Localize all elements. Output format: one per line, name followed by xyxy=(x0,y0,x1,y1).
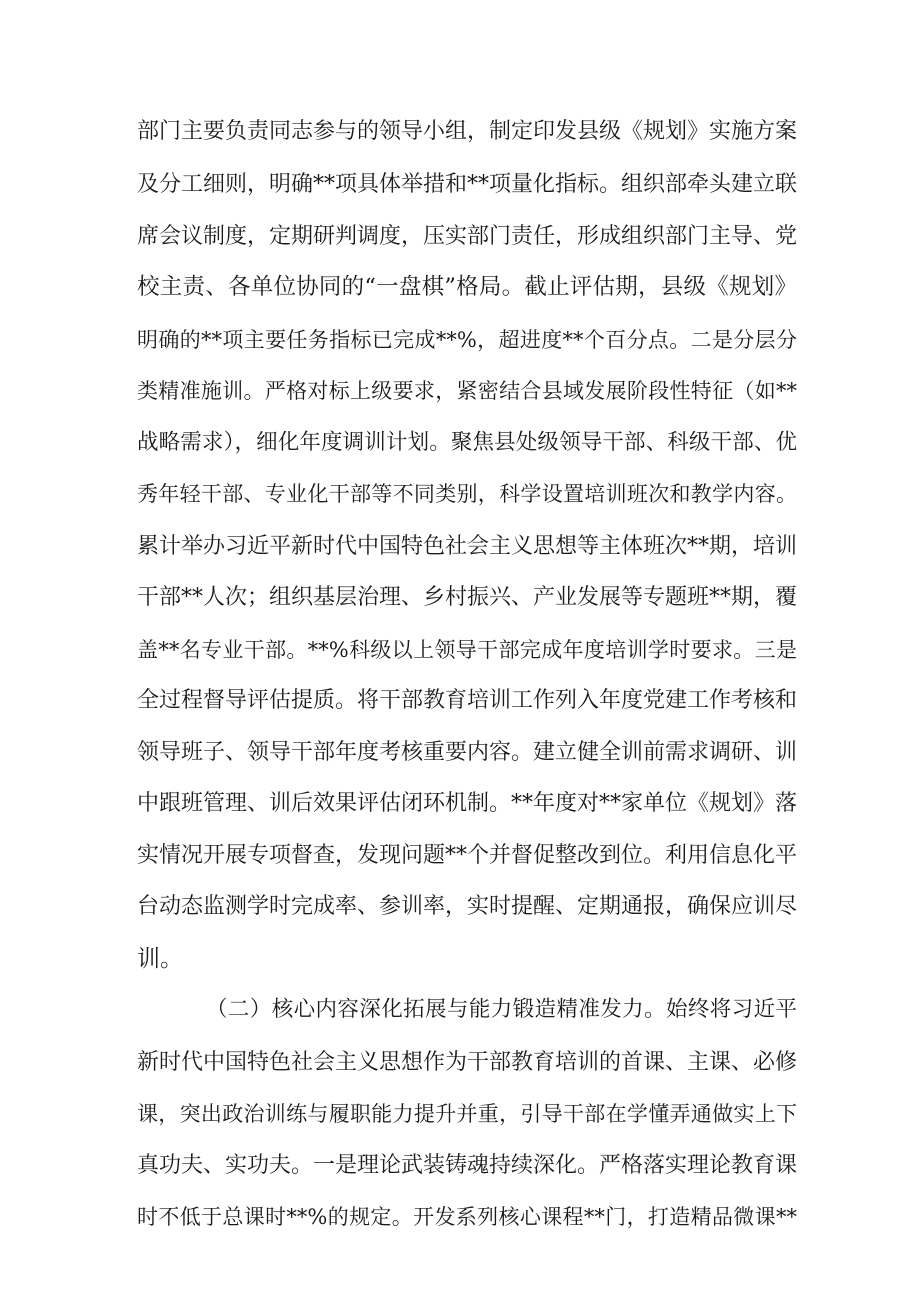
text-line: 及分工细则，明确**项具体举措和**项量化指标。组织部牵头建立联 xyxy=(137,172,798,197)
text-line: 盖**名专业干部。**%科级以上领导干部完成年度培训学时要求。三是 xyxy=(137,638,797,662)
text-line: 时不低于总课时**%的规定。开发系列核心课程**门，打造精品微课** xyxy=(137,1205,797,1229)
text-line: 中跟班管理、训后效果评估闭环机制。**年度对**家单位《规划》落 xyxy=(137,791,798,816)
text-line: 领导班子、领导干部年度考核重要内容。建立健全训前需求调研、训 xyxy=(137,740,798,765)
text-line: 战略需求），细化年度调训计划。聚焦县处级领导干部、科级干部、优 xyxy=(137,430,797,455)
text-line: 训。 xyxy=(137,946,183,972)
text-line: 实情况开展专项督查，发现问题**个并督促整改到位。利用信息化平 xyxy=(137,843,798,868)
text-line: 累计举办习近平新时代中国特色社会主义思想等主体班次**期，培训 xyxy=(137,534,798,559)
text-line: 部门主要负责同志参与的领导小组，制定印发县级《规划》实施方案 xyxy=(137,119,798,144)
text-line: 校主责、各单位协同的“一盘棋”格局。截止评估期，县级《规划》 xyxy=(137,274,797,300)
text-line: 类精准施训。严格对标上级要求，紧密结合县域发展阶段性特征（如** xyxy=(137,379,797,403)
paragraph-heading-line: （二）核心内容深化拓展与能力锻造精准发力。始终将习近平 xyxy=(206,997,797,1022)
text-line: 真功夫、实功夫。一是理论武装铸魂持续深化。严格落实理论教育课 xyxy=(137,1153,798,1178)
text-line: 席会议制度，定期研判调度，压实部门责任，形成组织部门主导、党 xyxy=(137,224,798,249)
text-line: 秀年轻干部、专业化干部等不同类别，科学设置培训班次和教学内容。 xyxy=(137,482,797,506)
text-line: 干部**人次；组织基层治理、乡村振兴、产业发展等专题班**期，覆 xyxy=(137,585,798,610)
text-line: 课，突出政治训练与履职能力提升并重，引导干部在学懂弄通做实上下 xyxy=(137,1102,797,1126)
text-line: 新时代中国特色社会主义思想作为干部教育培训的首课、主课、必修 xyxy=(137,1050,798,1075)
text-line: 明确的**项主要任务指标已完成**%，超进度**个百分点。二是分层分 xyxy=(137,328,797,352)
text-line: 全过程督导评估提质。将干部教育培训工作列入年度党建工作考核和 xyxy=(137,688,798,713)
text-line: 台动态监测学时完成率、参训率，实时提醒、定期通报，确保应训尽 xyxy=(137,894,798,919)
